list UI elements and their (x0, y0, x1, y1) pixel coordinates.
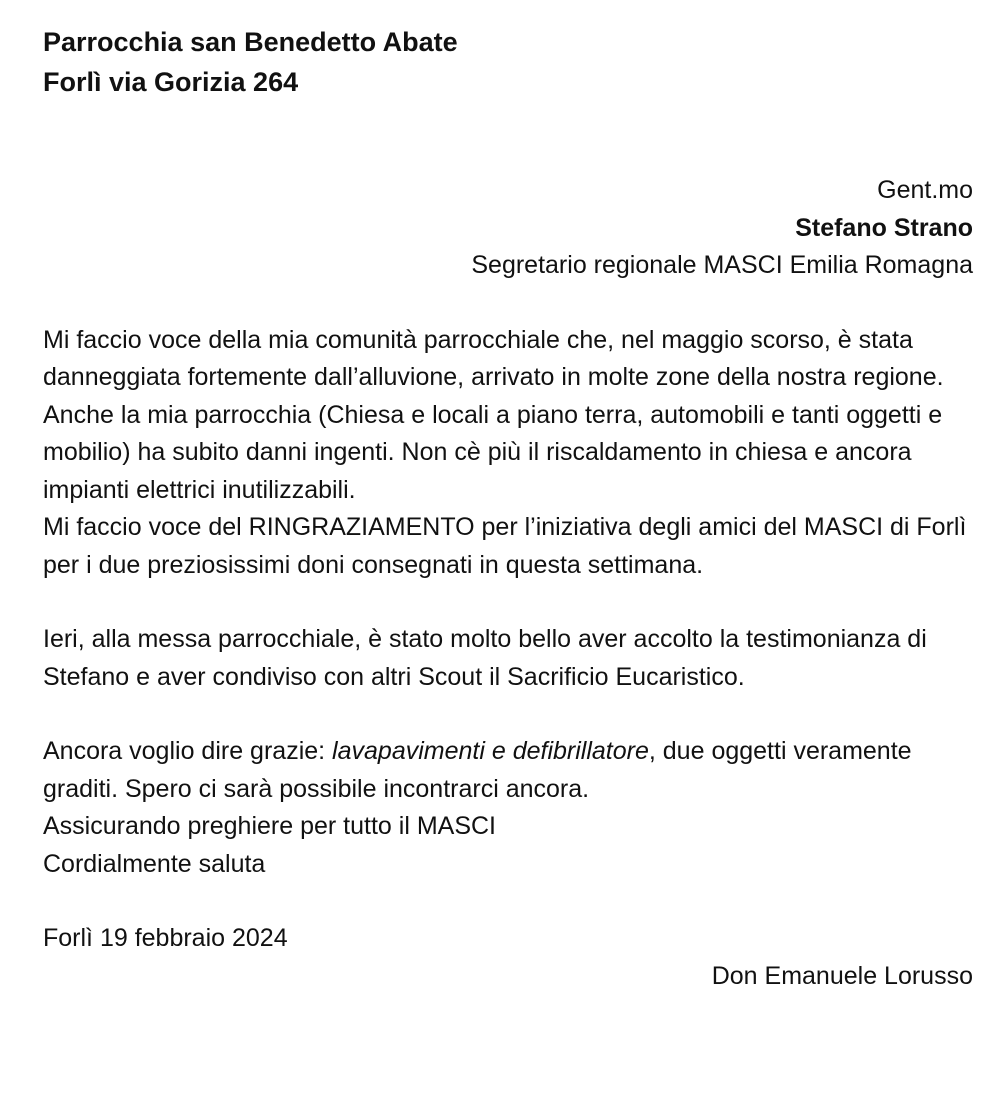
recipient-name: Stefano Strano (795, 213, 973, 242)
parish-name: Parrocchia san Benedetto Abate (43, 27, 458, 57)
parish-address: Forlì via Gorizia 264 (43, 67, 299, 97)
recipient-role: Segretario regionale MASCI Emilia Romagna (471, 251, 973, 279)
recipient-salutation: Gent.mo (877, 176, 973, 204)
letter-date: Forlì 19 febbraio 2024 (43, 924, 288, 952)
body-paragraph-5-start: Ancora voglio dire grazie: (43, 737, 333, 765)
letter (43, 22, 973, 995)
body-paragraph-4: Ieri, alla messa parrocchiale, è stato molto bello aver accolto la testimonianza di Stefano e aver condiviso con altri Scout il Sacrificio Eucaristico. (43, 625, 927, 691)
recipient-block (43, 172, 973, 285)
body-paragraph-5-end: , due oggetti veramente graditi. Spero ci sarà possibile incontrarci ancora. (43, 737, 912, 803)
letter-body (43, 322, 973, 996)
body-paragraph-1: Mi faccio voce della mia comunità parrocchiale che, nel maggio scorso, è stata danneggiata fortemente dall’alluvione, arrivato in molte zone della nostra regione. (43, 325, 944, 391)
body-paragraph-7: Cordialmente saluta (43, 849, 266, 878)
body-paragraph-3: Mi faccio voce del RINGRAZIAMENTO per l’iniziativa degli amici del MASCI di Forlì per i due preziosissimi doni consegnati in questa settimana. (43, 513, 967, 579)
signature: Don Emanuele Lorusso (711, 961, 973, 990)
donated-items: lavapavimenti e defibrillatore (332, 737, 649, 765)
body-paragraph-2: Anche la mia parrocchia (Chiesa e locali a piano terra, automobili e tanti oggetti e mobilio) ha subito danni ingenti. Non cè più il riscaldamento in chiesa e ancora impianti elettrici inutilizzabili. (43, 400, 943, 504)
body-paragraph-5 (43, 733, 973, 808)
body-paragraph-6: Assicurando preghiere per tutto il MASCI (43, 812, 496, 840)
